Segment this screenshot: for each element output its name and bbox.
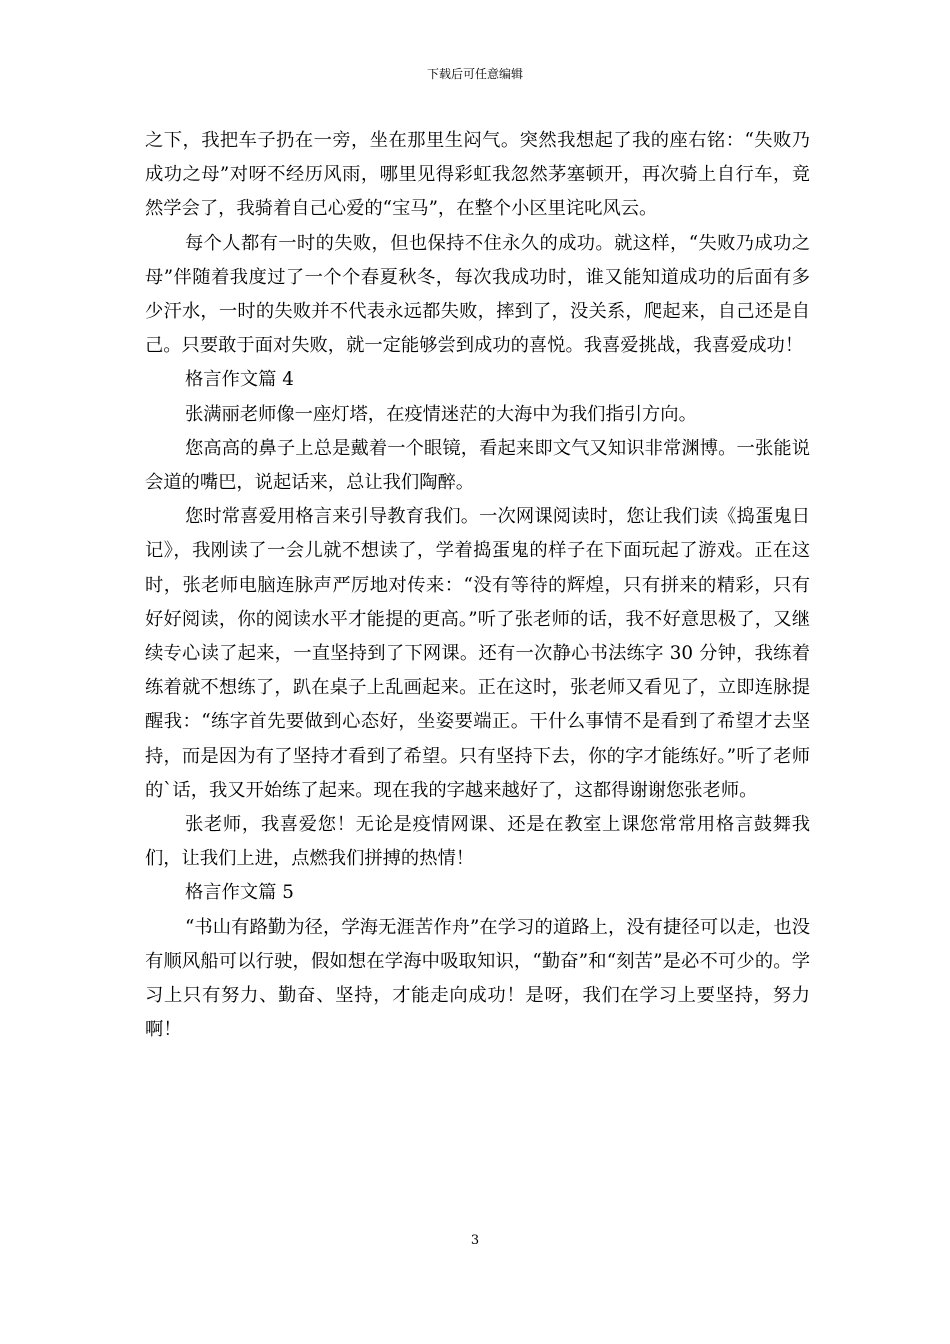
paragraph-teacher-description: 您高高的鼻子上总是戴着一个眼镜，看起来即文气又知识非常渊博。一张能说会道的嘴巴，说起话来，总让我们陶醉。 — [145, 437, 810, 494]
page-number: 3 — [470, 1233, 480, 1248]
paragraph-study-diligence: “书山有路勤为径，学海无涯苦作舟”在学习的道路上，没有捷径可以走，也没有顺风船可以行驶，假如想在学海中吸取知识，“勤奋”和“刻苦”是必不可少的。学习上只有努力、勤奋、坚持，才能走向成功！是呀，我们在学习上要坚持，努力啊！ — [145, 916, 810, 1041]
paragraph-failure-success: 每个人都有一时的失败，但也保持不住永久的成功。就这样，“失败乃成功之母”伴随着我度过了一个个春夏秋冬，每次我成功时，谁又能知道成功的后面有多少汗水，一时的失败并不代表永远都失败，摔到了，没关系，爬起来，自己还是自己。只要敢于面对失败，就一定能够尝到成功的喜悦。我喜爱挑战，我喜爱成功！ — [145, 232, 810, 357]
section-heading-5: 格言作文篇 5 — [185, 882, 294, 904]
page-header: 下载后可任意编辑 — [426, 67, 523, 81]
section-heading-4: 格言作文篇 4 — [185, 369, 294, 391]
paragraph-continuation: 之下，我把车子扔在一旁，坐在那里生闷气。突然我想起了我的座右铭：“失败乃成功之母”对呀不经历风雨，哪里见得彩虹我忽然茅塞顿开，再次骑上自行车，竟然学会了，我骑着自己心爱的“宝马”，在整个小区里诧叱风云。 — [145, 130, 810, 220]
document-body — [145, 124, 810, 1047]
paragraph-teacher-love: 张老师，我喜爱您！无论是疫情网课、还是在教室上课您常常用格言鼓舞我们，让我们上进，点燃我们拼搏的热情！ — [145, 814, 810, 870]
paragraph-teacher-mottos: 您时常喜爱用格言来引导教育我们。一次网课阅读时，您让我们读《捣蛋鬼日记》，我刚读了一会儿就不想读了，学着捣蛋鬼的样子在下面玩起了游戏。正在这时，张老师电脑连脉声严厉地对传来：“没有等待的辉煌，只有拼来的精彩，只有好好阅读，你的阅读水平才能提的更高。”听了张老师的话，我不好意思极了，又继续专心读了起来，一直坚持到了下网课。还有一次静心书法练字 30 分钟，我练着练着就不想练了，趴在桌子上乱画起来。正在这时，张老师又看见了，立即连脉提醒我：“练字首先要做到心态好，坐姿要端正。干什么事情不是看到了希望才去坚持，而是因为有了坚持才看到了希望。只有坚持下去，你的字才能练好。”听了老师的`话，我又开始练了起来。现在我的字越来越好了，这都得谢谢您张老师。 — [145, 506, 810, 801]
paragraph-lighthouse: 张满丽老师像一座灯塔，在疫情迷茫的大海中为我们指引方向。 — [185, 403, 697, 425]
